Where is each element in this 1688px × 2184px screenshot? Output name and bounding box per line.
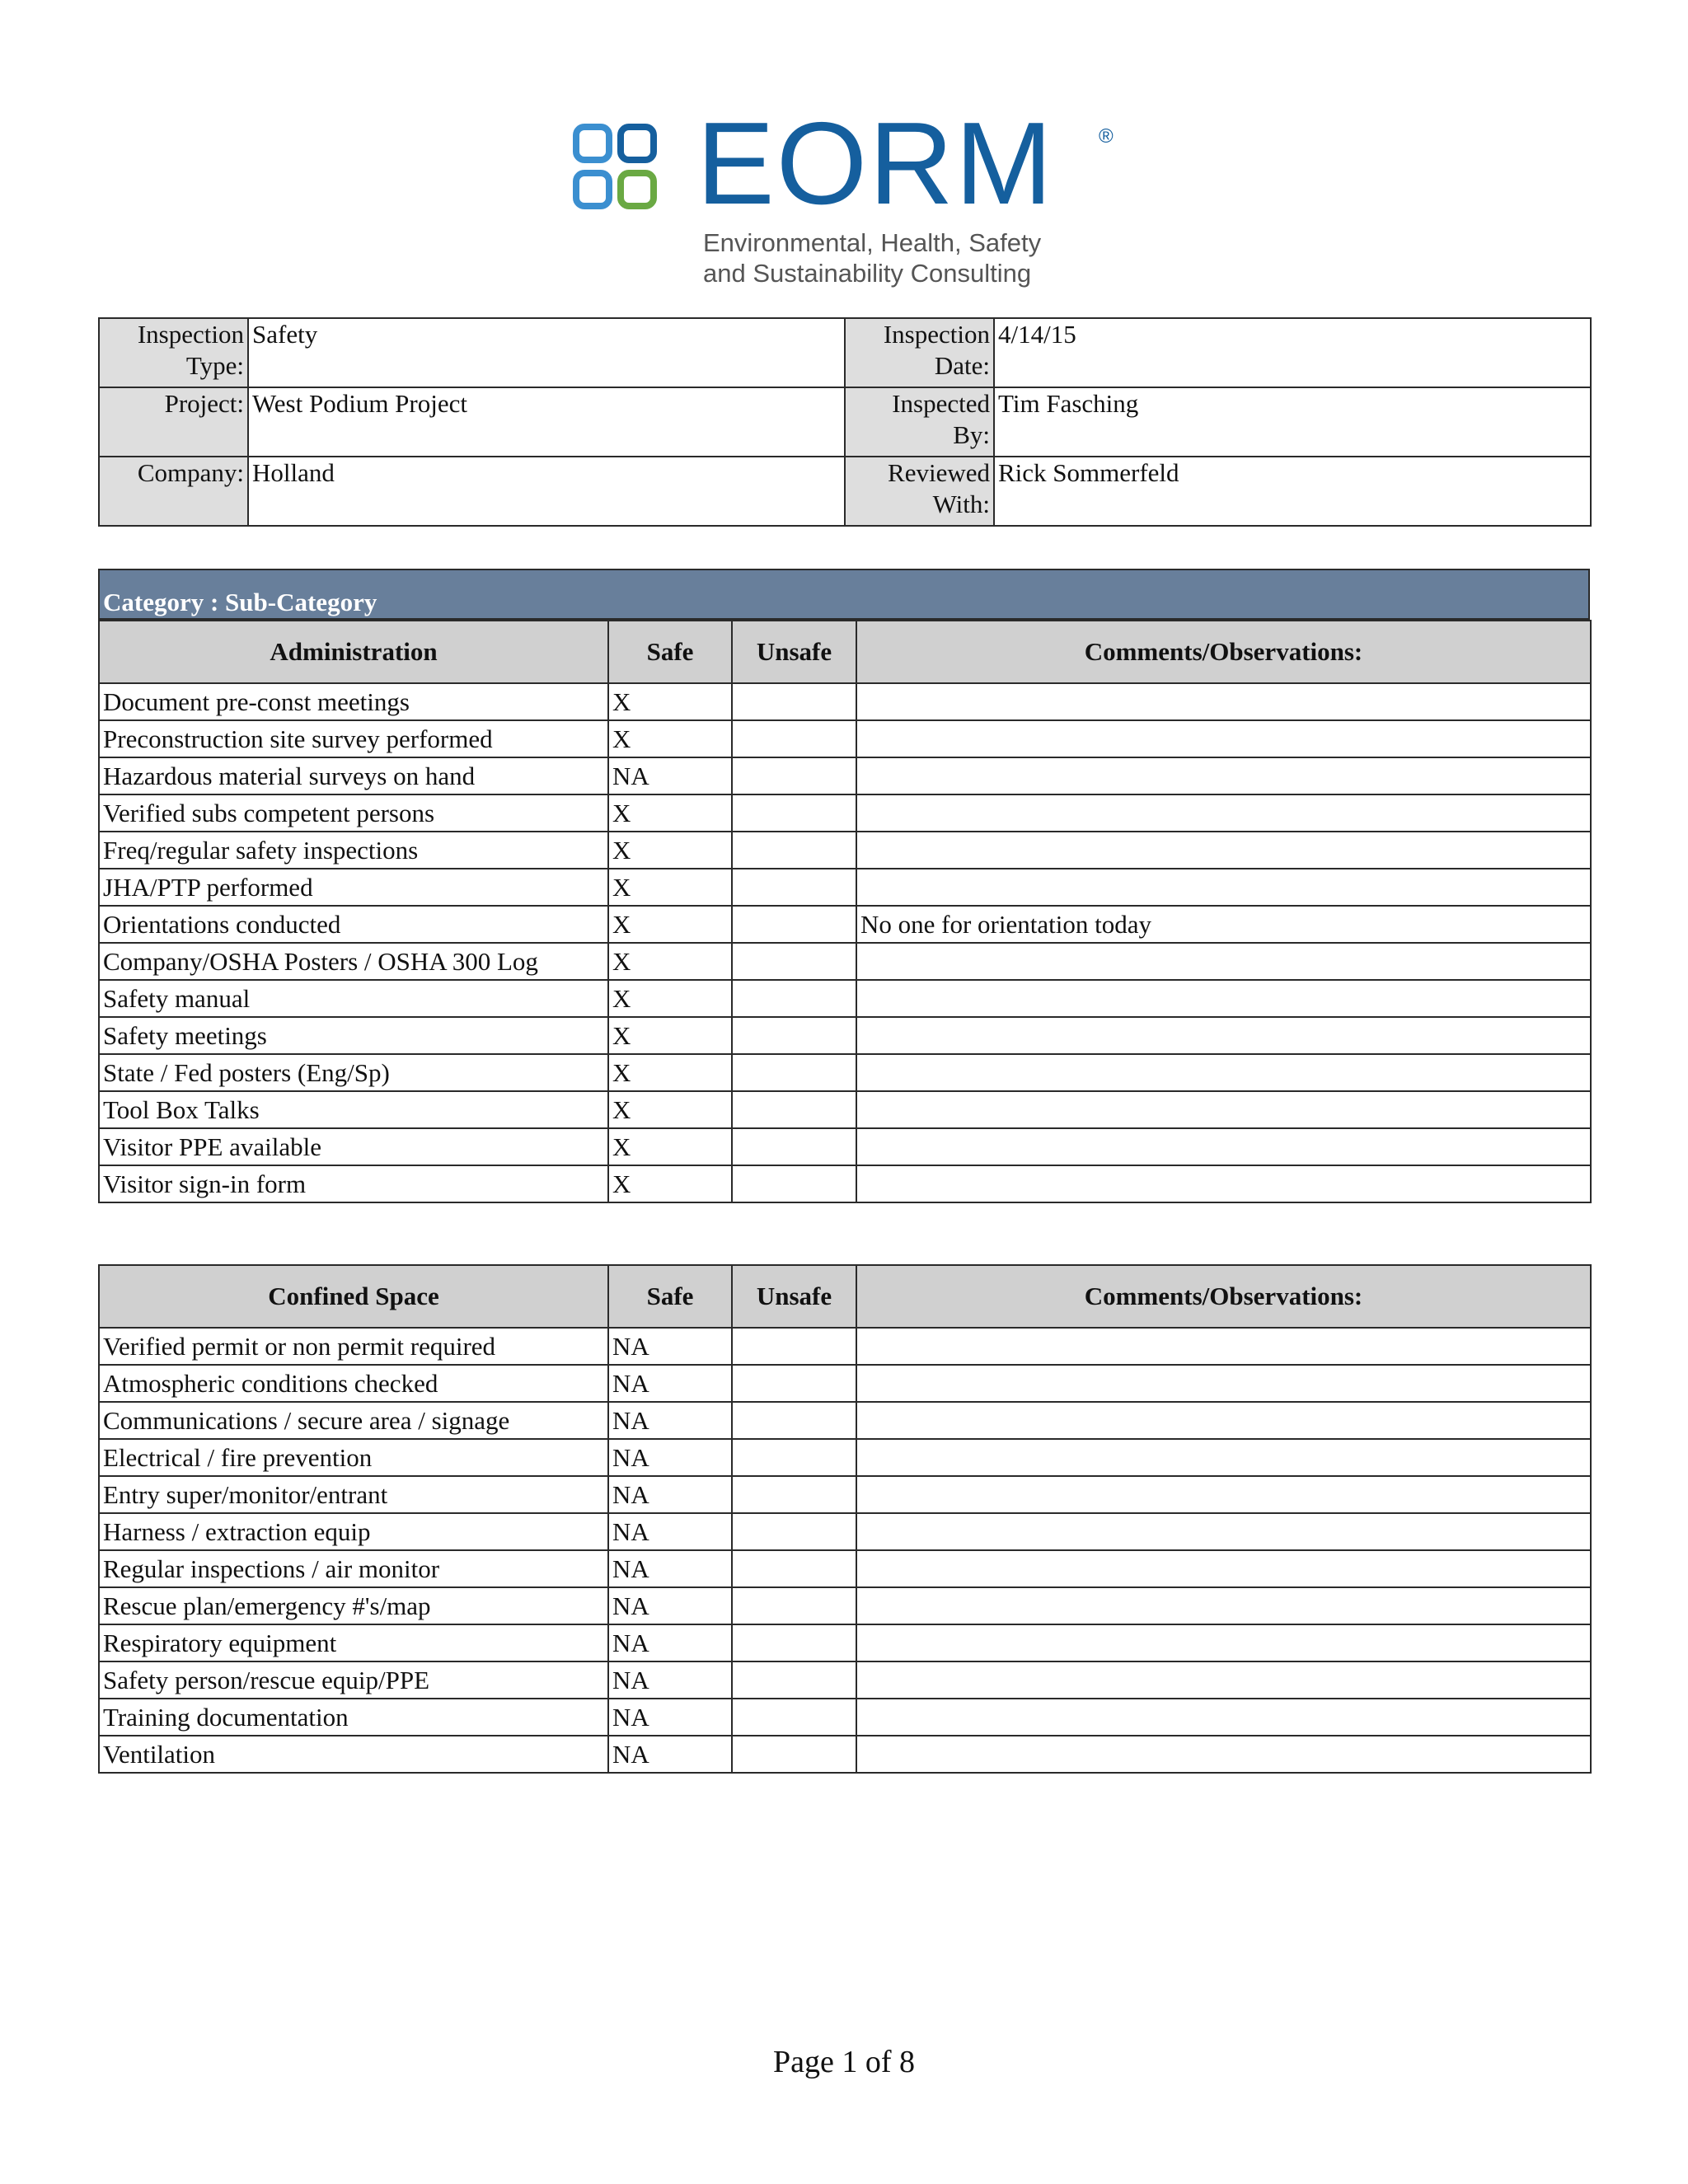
table-row [99, 794, 1591, 832]
unsafe-mark [732, 906, 856, 943]
logo-tagline [703, 227, 1041, 288]
section-title: Confined Space [99, 1265, 608, 1328]
eorm-logo [573, 98, 1117, 288]
unsafe-mark [732, 1587, 856, 1624]
table-row [99, 1054, 1591, 1091]
safe-mark: NA [608, 1661, 732, 1699]
info-row-type-date [99, 318, 1591, 387]
category-header-bar: Category : Sub-Category [98, 569, 1590, 620]
unsafe-column-header: Unsafe [732, 621, 856, 683]
unsafe-mark [732, 683, 856, 720]
table-row [99, 1736, 1591, 1773]
logo-registered-mark: ® [1099, 125, 1114, 148]
safe-mark: X [608, 683, 732, 720]
safe-mark: X [608, 794, 732, 832]
unsafe-mark [732, 869, 856, 906]
checklist-item: Ventilation [99, 1736, 608, 1773]
table-row [99, 1328, 1591, 1365]
comment-cell [856, 1550, 1591, 1587]
comment-cell [856, 683, 1591, 720]
safe-mark: NA [608, 1699, 732, 1736]
comments-column-header: Comments/Observations: [856, 621, 1591, 683]
comment-cell [856, 1476, 1591, 1513]
unsafe-mark [732, 1476, 856, 1513]
safe-mark: X [608, 980, 732, 1017]
safe-mark: NA [608, 1476, 732, 1513]
safe-mark: NA [608, 1736, 732, 1773]
inspected-by-value: Tim Fasching [994, 387, 1591, 457]
comment-cell [856, 1439, 1591, 1476]
safe-mark: NA [608, 1439, 732, 1476]
table-row [99, 720, 1591, 757]
info-row-project-inspector [99, 387, 1591, 457]
table-row [99, 1365, 1591, 1402]
checklist-item: Respiratory equipment [99, 1624, 608, 1661]
table-row [99, 869, 1591, 906]
logo-wordmark: EORM [696, 98, 1054, 229]
comment-cell [856, 832, 1591, 869]
checklist-item: Verified permit or non permit required [99, 1328, 608, 1365]
safe-mark: X [608, 1165, 732, 1202]
unsafe-mark [732, 757, 856, 794]
comment-cell [856, 1699, 1591, 1736]
safe-mark: NA [608, 1587, 732, 1624]
checklist-header-row [99, 621, 1591, 683]
reviewed-with-label: Reviewed With: [845, 457, 994, 526]
checklist-item: Visitor sign-in form [99, 1165, 608, 1202]
project-value: West Podium Project [248, 387, 845, 457]
checklist-item: Safety meetings [99, 1017, 608, 1054]
inspection-date-label: Inspection Date: [845, 318, 994, 387]
table-row [99, 943, 1591, 980]
safe-mark: X [608, 1054, 732, 1091]
unsafe-mark [732, 1439, 856, 1476]
checklist-item: Freq/regular safety inspections [99, 832, 608, 869]
comment-cell [856, 1165, 1591, 1202]
unsafe-mark [732, 1017, 856, 1054]
logo-tagline-line1: Environmental, Health, Safety [703, 228, 1042, 257]
safe-mark: NA [608, 757, 732, 794]
table-row [99, 1513, 1591, 1550]
table-row [99, 1476, 1591, 1513]
comments-column-header: Comments/Observations: [856, 1265, 1591, 1328]
comment-cell [856, 757, 1591, 794]
checklist-item: Communications / secure area / signage [99, 1402, 608, 1439]
unsafe-mark [732, 1054, 856, 1091]
unsafe-mark [732, 1365, 856, 1402]
checklist-item: Safety manual [99, 980, 608, 1017]
unsafe-mark [732, 1402, 856, 1439]
company-label: Company: [99, 457, 248, 526]
checklist-item: State / Fed posters (Eng/Sp) [99, 1054, 608, 1091]
table-row [99, 1661, 1591, 1699]
safe-column-header: Safe [608, 621, 732, 683]
inspection-info-table [98, 317, 1592, 527]
checklist-item: JHA/PTP performed [99, 869, 608, 906]
comment-cell [856, 1513, 1591, 1550]
checklist-table-administration [98, 620, 1592, 1203]
safe-mark: NA [608, 1402, 732, 1439]
page-number: Page 1 of 8 [772, 2045, 916, 2079]
safe-mark: X [608, 906, 732, 943]
table-row [99, 906, 1591, 943]
safe-mark: NA [608, 1328, 732, 1365]
unsafe-column-header: Unsafe [732, 1265, 856, 1328]
checklist-item: Safety person/rescue equip/PPE [99, 1661, 608, 1699]
unsafe-mark [732, 1165, 856, 1202]
comment-cell [856, 1054, 1591, 1091]
section-title: Administration [99, 621, 608, 683]
comment-cell [856, 1365, 1591, 1402]
checklist-item: Preconstruction site survey performed [99, 720, 608, 757]
unsafe-mark [732, 1091, 856, 1128]
table-row [99, 980, 1591, 1017]
checklist-body [99, 683, 1591, 1202]
checklist-item: Hazardous material surveys on hand [99, 757, 608, 794]
reviewed-with-value: Rick Sommerfeld [994, 457, 1591, 526]
safe-mark: NA [608, 1624, 732, 1661]
checklist-item: Company/OSHA Posters / OSHA 300 Log [99, 943, 608, 980]
checklist-item: Electrical / fire prevention [99, 1439, 608, 1476]
comment-cell [856, 1624, 1591, 1661]
checklist-item: Orientations conducted [99, 906, 608, 943]
checklist-item: Regular inspections / air monitor [99, 1550, 608, 1587]
unsafe-mark [732, 1328, 856, 1365]
safe-mark: NA [608, 1550, 732, 1587]
checklist-item: Visitor PPE available [99, 1128, 608, 1165]
checklist-table-confined-space [98, 1264, 1592, 1774]
table-row [99, 1550, 1591, 1587]
comment-cell [856, 1091, 1591, 1128]
checklist-item: Atmospheric conditions checked [99, 1365, 608, 1402]
comment-cell [856, 1587, 1591, 1624]
unsafe-mark [732, 1699, 856, 1736]
safe-mark: X [608, 720, 732, 757]
comment-cell [856, 1661, 1591, 1699]
inspected-by-label: Inspected By: [845, 387, 994, 457]
safe-mark: X [608, 832, 732, 869]
checklist-header-row [99, 1265, 1591, 1328]
comment-cell [856, 1736, 1591, 1773]
table-row [99, 1091, 1591, 1128]
checklist-item: Training documentation [99, 1699, 608, 1736]
comment-cell [856, 794, 1591, 832]
checklist-item: Harness / extraction equip [99, 1513, 608, 1550]
inspection-type-label: Inspection Type: [99, 318, 248, 387]
table-row [99, 683, 1591, 720]
safe-mark: X [608, 943, 732, 980]
logo-tagline-line2: and Sustainability Consulting [703, 259, 1032, 288]
safe-mark: X [608, 1091, 732, 1128]
inspection-date-value: 4/14/15 [994, 318, 1591, 387]
unsafe-mark [732, 1128, 856, 1165]
comment-cell [856, 943, 1591, 980]
info-row-company-reviewer [99, 457, 1591, 526]
safe-mark: NA [608, 1513, 732, 1550]
table-row [99, 1624, 1591, 1661]
comment-cell [856, 980, 1591, 1017]
comment-cell [856, 1328, 1591, 1365]
comment-cell: No one for orientation today [856, 906, 1591, 943]
unsafe-mark [732, 832, 856, 869]
eorm-logo-mark-icon [573, 124, 659, 211]
safe-mark: X [608, 869, 732, 906]
checklist-body [99, 1328, 1591, 1773]
comment-cell [856, 1128, 1591, 1165]
comment-cell [856, 1402, 1591, 1439]
comment-cell [856, 1017, 1591, 1054]
safe-column-header: Safe [608, 1265, 732, 1328]
table-row [99, 757, 1591, 794]
comment-cell [856, 720, 1591, 757]
unsafe-mark [732, 1624, 856, 1661]
checklist-item: Rescue plan/emergency #'s/map [99, 1587, 608, 1624]
safe-mark: NA [608, 1365, 732, 1402]
table-row [99, 1017, 1591, 1054]
unsafe-mark [732, 794, 856, 832]
project-label: Project: [99, 387, 248, 457]
unsafe-mark [732, 1736, 856, 1773]
unsafe-mark [732, 943, 856, 980]
safe-mark: X [608, 1017, 732, 1054]
table-row [99, 1699, 1591, 1736]
company-value: Holland [248, 457, 845, 526]
table-row [99, 1165, 1591, 1202]
checklist-item: Verified subs competent persons [99, 794, 608, 832]
unsafe-mark [732, 980, 856, 1017]
unsafe-mark [732, 720, 856, 757]
safe-mark: X [608, 1128, 732, 1165]
unsafe-mark [732, 1661, 856, 1699]
checklist-item: Tool Box Talks [99, 1091, 608, 1128]
inspection-type-value: Safety [248, 318, 845, 387]
unsafe-mark [732, 1513, 856, 1550]
table-row [99, 1439, 1591, 1476]
unsafe-mark [732, 1550, 856, 1587]
table-row [99, 832, 1591, 869]
comment-cell [856, 869, 1591, 906]
checklist-item: Document pre-const meetings [99, 683, 608, 720]
checklist-item: Entry super/monitor/entrant [99, 1476, 608, 1513]
table-row [99, 1587, 1591, 1624]
table-row [99, 1402, 1591, 1439]
table-row [99, 1128, 1591, 1165]
